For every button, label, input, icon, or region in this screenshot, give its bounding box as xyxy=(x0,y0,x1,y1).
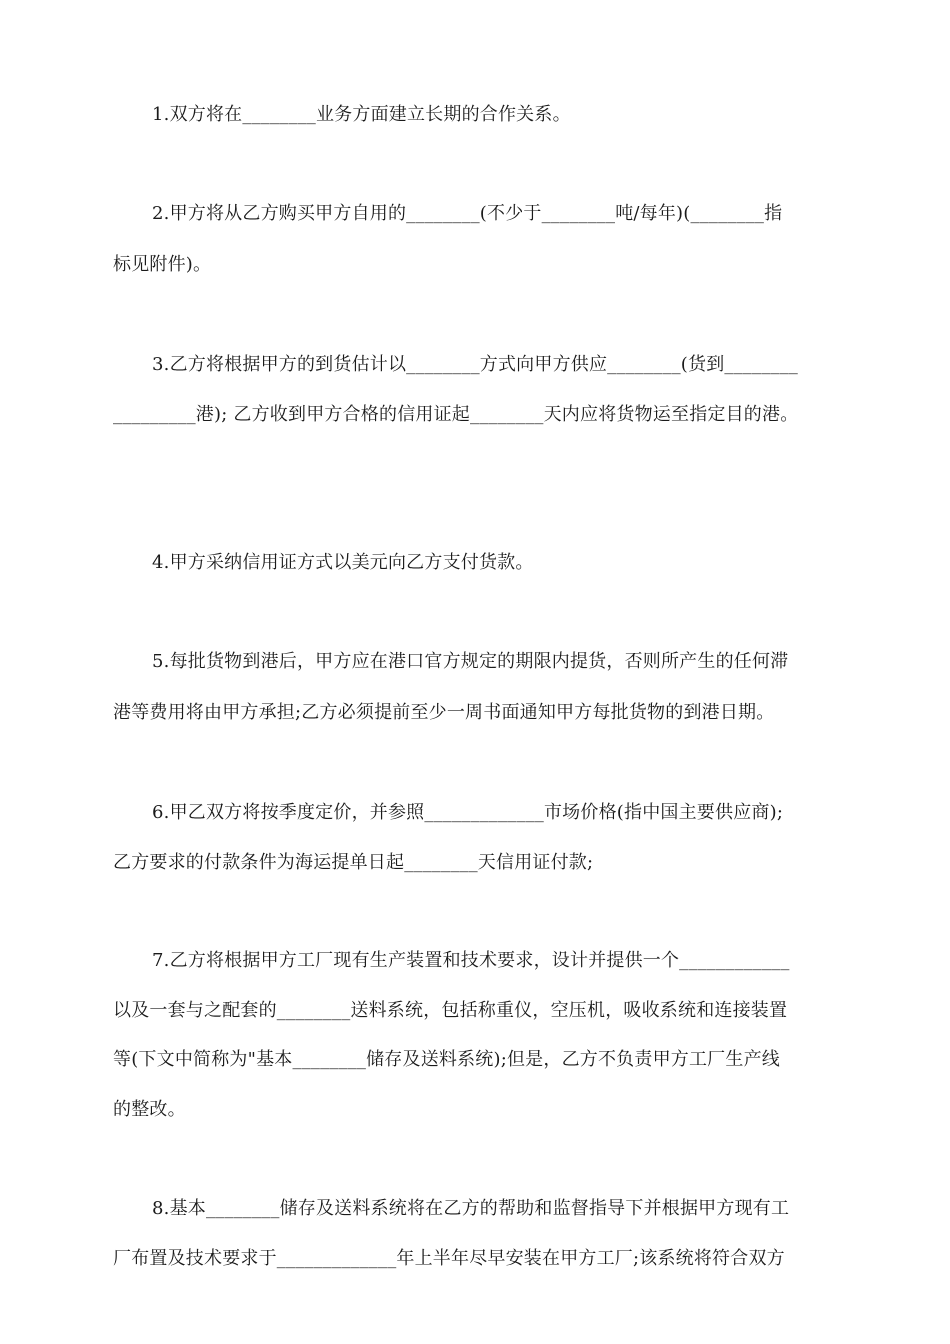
clause-3-line-1: 3.乙方将根据甲方的到货估计以________方式向甲方供应________(货到________ xyxy=(152,354,798,375)
clause-6-line-1: 6.甲乙双方将按季度定价，并参照_____________市场价格(指中国主要供应商); xyxy=(152,802,784,823)
clause-7-line-2: 以及一套与之配套的________送料系统，包括称重仪，空压机，吸收系统和连接装置 xyxy=(113,1000,788,1021)
clause-6-line-2: 乙方要求的付款条件为海运提单日起________天信用证付款; xyxy=(113,852,594,873)
clause-2-line-1: 2.甲方将从乙方购买甲方自用的________(不少于________吨/每年)(________指 xyxy=(152,203,783,224)
clause-5-line-1: 5.每批货物到港后，甲方应在港口官方规定的期限内提货，否则所产生的任何滞 xyxy=(152,651,789,672)
clause-7-line-4: 的整改。 xyxy=(113,1099,186,1120)
clause-1-line-1: 1.双方将在________业务方面建立长期的合作关系。 xyxy=(152,104,571,125)
clause-7-line-1: 7.乙方将根据甲方工厂现有生产装置和技术要求，设计并提供一个____________ xyxy=(152,950,790,971)
clause-7-line-3: 等(下文中简称为"基本________储存及送料系统);但是，乙方不负责甲方工厂生产线 xyxy=(113,1049,780,1070)
clause-3-line-2: _________港); 乙方收到甲方合格的信用证起________天内应将货物运至指定目的港。 xyxy=(113,404,799,425)
clause-8-line-1: 8.基本________储存及送料系统将在乙方的帮助和监督指导下并根据甲方现有工 xyxy=(152,1198,790,1219)
clause-8-line-2: 厂布置及技术要求于_____________年上半年尽早安装在甲方工厂;该系统将符合双方 xyxy=(113,1248,785,1269)
clause-5-line-2: 港等费用将由甲方承担;乙方必须提前至少一周书面通知甲方每批货物的到港日期。 xyxy=(113,702,775,723)
clause-4-line-1: 4.甲方采纳信用证方式以美元向乙方支付货款。 xyxy=(152,552,534,573)
clause-2-line-2: 标见附件)。 xyxy=(113,254,212,275)
